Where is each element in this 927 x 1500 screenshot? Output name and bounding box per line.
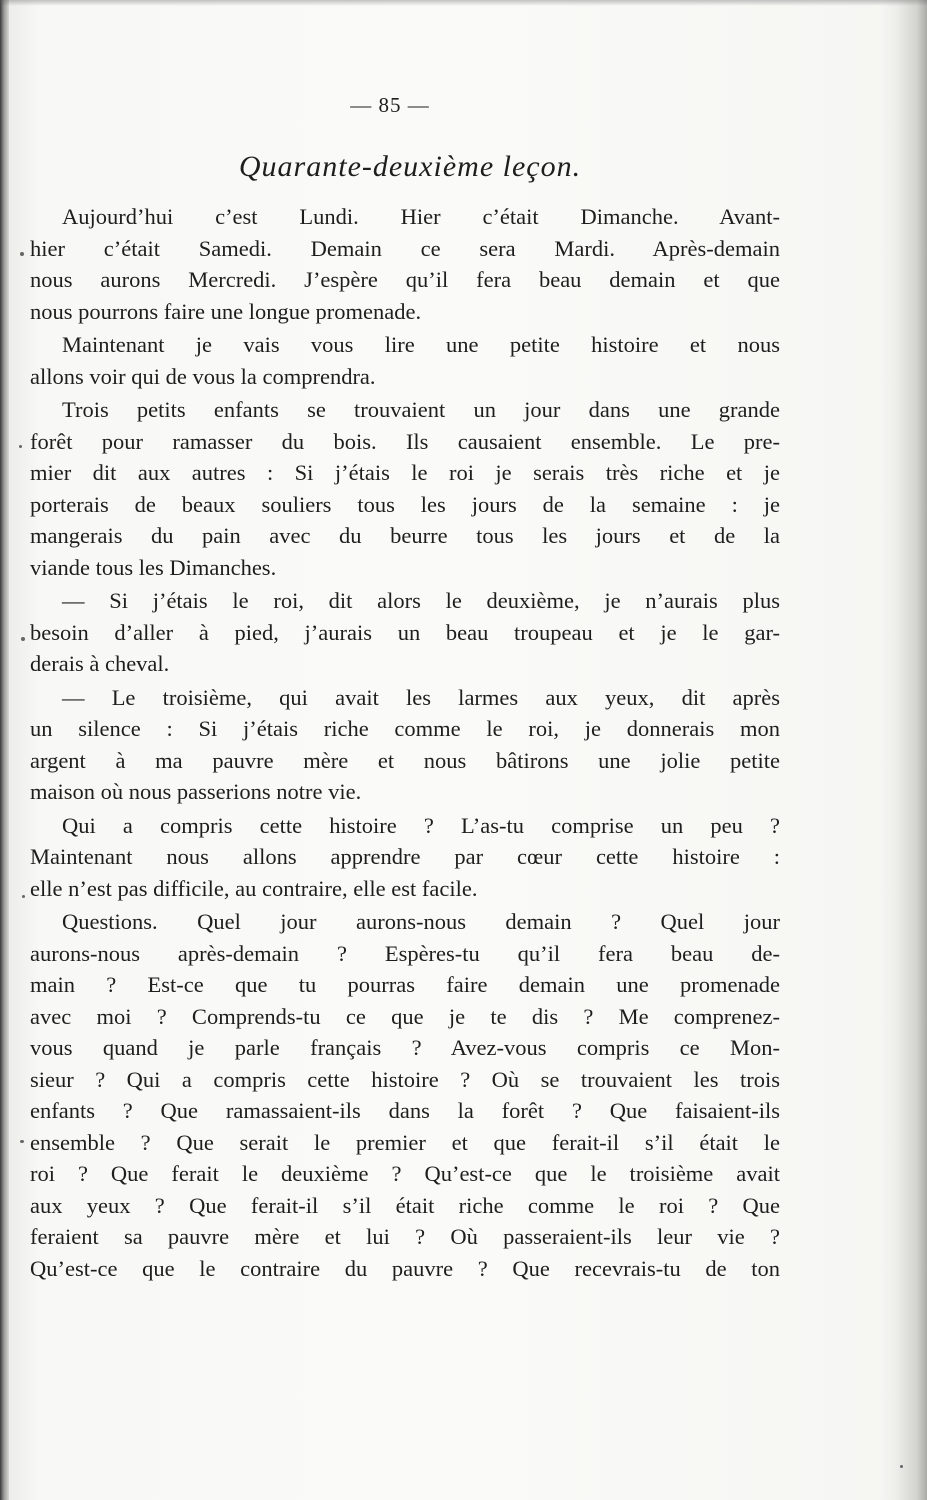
text-line-questions: Questions. Quel jour aurons-nous demain ? Quel jour — [62, 909, 780, 934]
text-line: viande tous les Dimanches. — [30, 554, 277, 580]
text-line: sieur ? Qui a compris cette histoire ? Où se trouvaient les trois — [30, 1066, 780, 1092]
text-line: forêt pour ramasser du bois. Ils causaient ensemble. Le pre- — [30, 428, 780, 454]
text-line: porterais de beaux souliers tous les jours de la semaine : je — [30, 491, 780, 517]
text-line: Trois petits enfants se trouvaient un jour dans une grande — [62, 397, 780, 422]
page-number: — 85 — — [350, 93, 430, 117]
page-right-edge — [897, 0, 927, 1500]
text-line: aux yeux ? Que ferait-il s’il était riche comme le roi ? Que — [30, 1192, 780, 1218]
text-line: — Le troisième, qui avait les larmes aux yeux, dit après — [62, 684, 780, 710]
paper-speck — [19, 445, 22, 448]
text-line: Aujourd’hui c’est Lundi. Hier c’était Dimanche. Avant- — [62, 204, 780, 229]
paper-speck — [900, 1465, 903, 1468]
text-line: nous pourrons faire une longue promenade. — [30, 298, 422, 324]
text-line: maison où nous passerions notre vie. — [30, 779, 362, 804]
text-line: roi ? Que ferait le deuxième ? Qu’est-ce que le troisième avait — [30, 1161, 780, 1186]
text-line: vous quand je parle français ? Avez-vous compris ce Mon- — [30, 1035, 780, 1060]
text-line: ensemble ? Que serait le premier et que ferait-il s’il était le — [30, 1129, 780, 1155]
text-line: — Si j’étais le roi, dit alors le deuxième, je n’aurais plus — [62, 588, 780, 613]
text-line: main ? Est-ce que tu pourras faire demain une promenade — [30, 972, 780, 997]
text-line: Maintenant nous allons apprendre par cœur cette histoire : — [30, 844, 780, 869]
paper-speck — [21, 637, 25, 641]
page-top-edge — [0, 0, 927, 6]
text-line: Qui a compris cette histoire ? L’as-tu comprise un peu ? — [62, 812, 780, 838]
text-line: elle n’est pas difficile, au contraire, elle est facile. — [30, 875, 478, 901]
paper-speck — [22, 895, 25, 898]
text-line: mangerais du pain avec du beurre tous les jours et de la — [30, 523, 780, 548]
paper-speck — [20, 252, 24, 256]
text-line: derais à cheval. — [30, 651, 170, 676]
text-line: feraient sa pauvre mère et lui ? Où passeraient-ils leur vie ? — [30, 1224, 780, 1249]
text-line: Qu’est-ce que le contraire du pauvre ? Que recevrais-tu de ton — [30, 1255, 780, 1281]
text-line: hier c’était Samedi. Demain ce sera Mardi. Après-demain — [30, 235, 780, 261]
paper-speck — [20, 1140, 24, 1143]
text-line: un silence : Si j’étais riche comme le roi, je donnerais mon — [30, 716, 780, 741]
lesson-body — [30, 201, 780, 1284]
text-line: enfants ? Que ramassaient-ils dans la forêt ? Que faisaient-ils — [30, 1098, 780, 1123]
text-line: allons voir qui de vous la comprendra. — [30, 363, 376, 389]
text-line: aurons-nous après-demain ? Espères-tu qu’il fera beau de- — [30, 940, 780, 966]
text-line: besoin d’aller à pied, j’aurais un beau troupeau et je le gar- — [30, 619, 780, 645]
page-binding-edge — [0, 0, 9, 1500]
lesson-title: Quarante-deuxième leçon. — [238, 150, 582, 183]
text-line: nous aurons Mercredi. J’espère qu’il fera beau demain et que — [30, 267, 780, 292]
text-line: avec moi ? Comprends-tu ce que je te dis ? Me comprenez- — [30, 1003, 780, 1029]
text-line: mier dit aux autres : Si j’étais le roi je serais très riche et je — [30, 460, 780, 485]
text-line: Maintenant je vais vous lire une petite histoire et nous — [62, 332, 780, 357]
text-line: argent à ma pauvre mère et nous bâtirons une jolie petite — [30, 747, 780, 773]
